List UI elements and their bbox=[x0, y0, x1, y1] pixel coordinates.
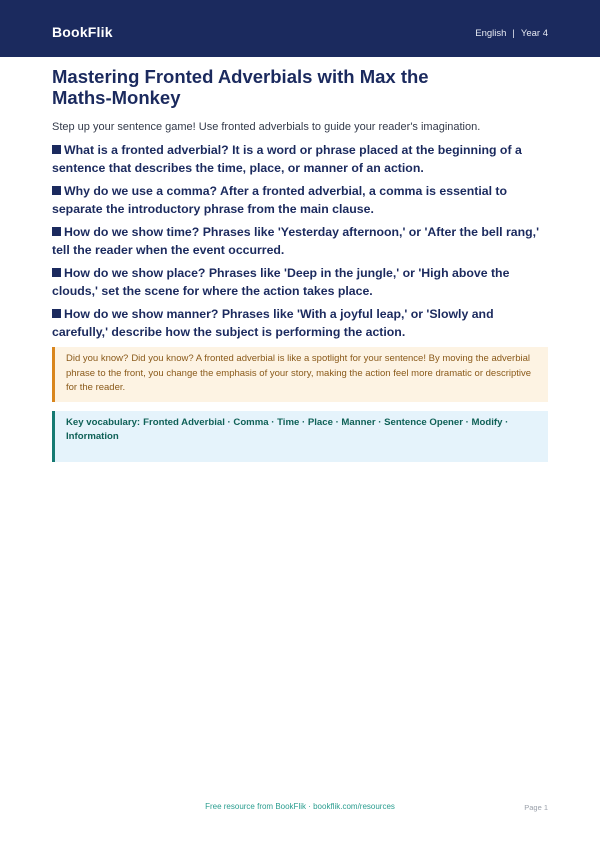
page-title: Mastering Fronted Adverbials with Max the Maths-Monkey bbox=[52, 66, 429, 108]
list-item-text: How do we show place? Phrases like 'Deep in the jungle,' or 'High above the clouds,' set the scene for where the action takes place. bbox=[52, 266, 510, 298]
square-bullet-icon bbox=[52, 309, 61, 318]
year-label: Year 4 bbox=[520, 28, 548, 39]
key-vocabulary-box bbox=[52, 411, 548, 462]
vocab-label: Key vocabulary: bbox=[66, 417, 141, 428]
list-item bbox=[52, 183, 552, 218]
did-you-know-callout bbox=[52, 347, 548, 402]
list-item bbox=[52, 306, 552, 341]
list-item-text: How do we show time? Phrases like 'Yesterday afternoon,' or 'After the bell rang,' tell the reader when the event occurred. bbox=[52, 225, 539, 257]
square-bullet-icon bbox=[52, 186, 61, 195]
callout-text: Did you know? A fronted adverbial is like a spotlight for your sentence! By moving the adverbial phrase to the front, you change the emphasis of your story, making the action feel more dramatic or descriptive for the reader. bbox=[66, 353, 532, 393]
meta-separator: | bbox=[512, 28, 515, 39]
header-bar bbox=[0, 0, 600, 57]
square-bullet-icon bbox=[52, 145, 61, 154]
brand-logo-text[interactable]: BookFlik bbox=[52, 24, 113, 40]
subject-label: English bbox=[475, 28, 507, 39]
list-item-text: How do we show manner? Phrases like 'With a joyful leap,' or 'Slowly and carefully,' describe how the subject is performing the action. bbox=[52, 307, 494, 339]
square-bullet-icon bbox=[52, 268, 61, 277]
vocab-terms: Fronted Adverbial · Comma · Time · Place · Manner · Sentence Opener · Modify · Information bbox=[66, 417, 509, 442]
square-bullet-icon bbox=[52, 227, 61, 236]
callout-label: Did you know? bbox=[66, 353, 129, 364]
key-points-list bbox=[52, 142, 552, 347]
header-meta bbox=[475, 28, 548, 39]
list-item-text: What is a fronted adverbial? It is a word or phrase placed at the beginning of a sentence that describes the time, place, or manner of an action. bbox=[52, 143, 522, 175]
list-item bbox=[52, 142, 552, 177]
footer-link[interactable]: Free resource from BookFlik · bookflik.com/resources bbox=[205, 802, 395, 811]
list-item bbox=[52, 265, 552, 300]
page-number: Page 1 bbox=[524, 803, 548, 812]
list-item-text: Why do we use a comma? After a fronted adverbial, a comma is essential to separate the introductory phrase from the main clause. bbox=[52, 184, 508, 216]
page-subtitle: Step up your sentence game! Use fronted adverbials to guide your reader's imagination. bbox=[52, 121, 481, 133]
list-item bbox=[52, 224, 552, 259]
